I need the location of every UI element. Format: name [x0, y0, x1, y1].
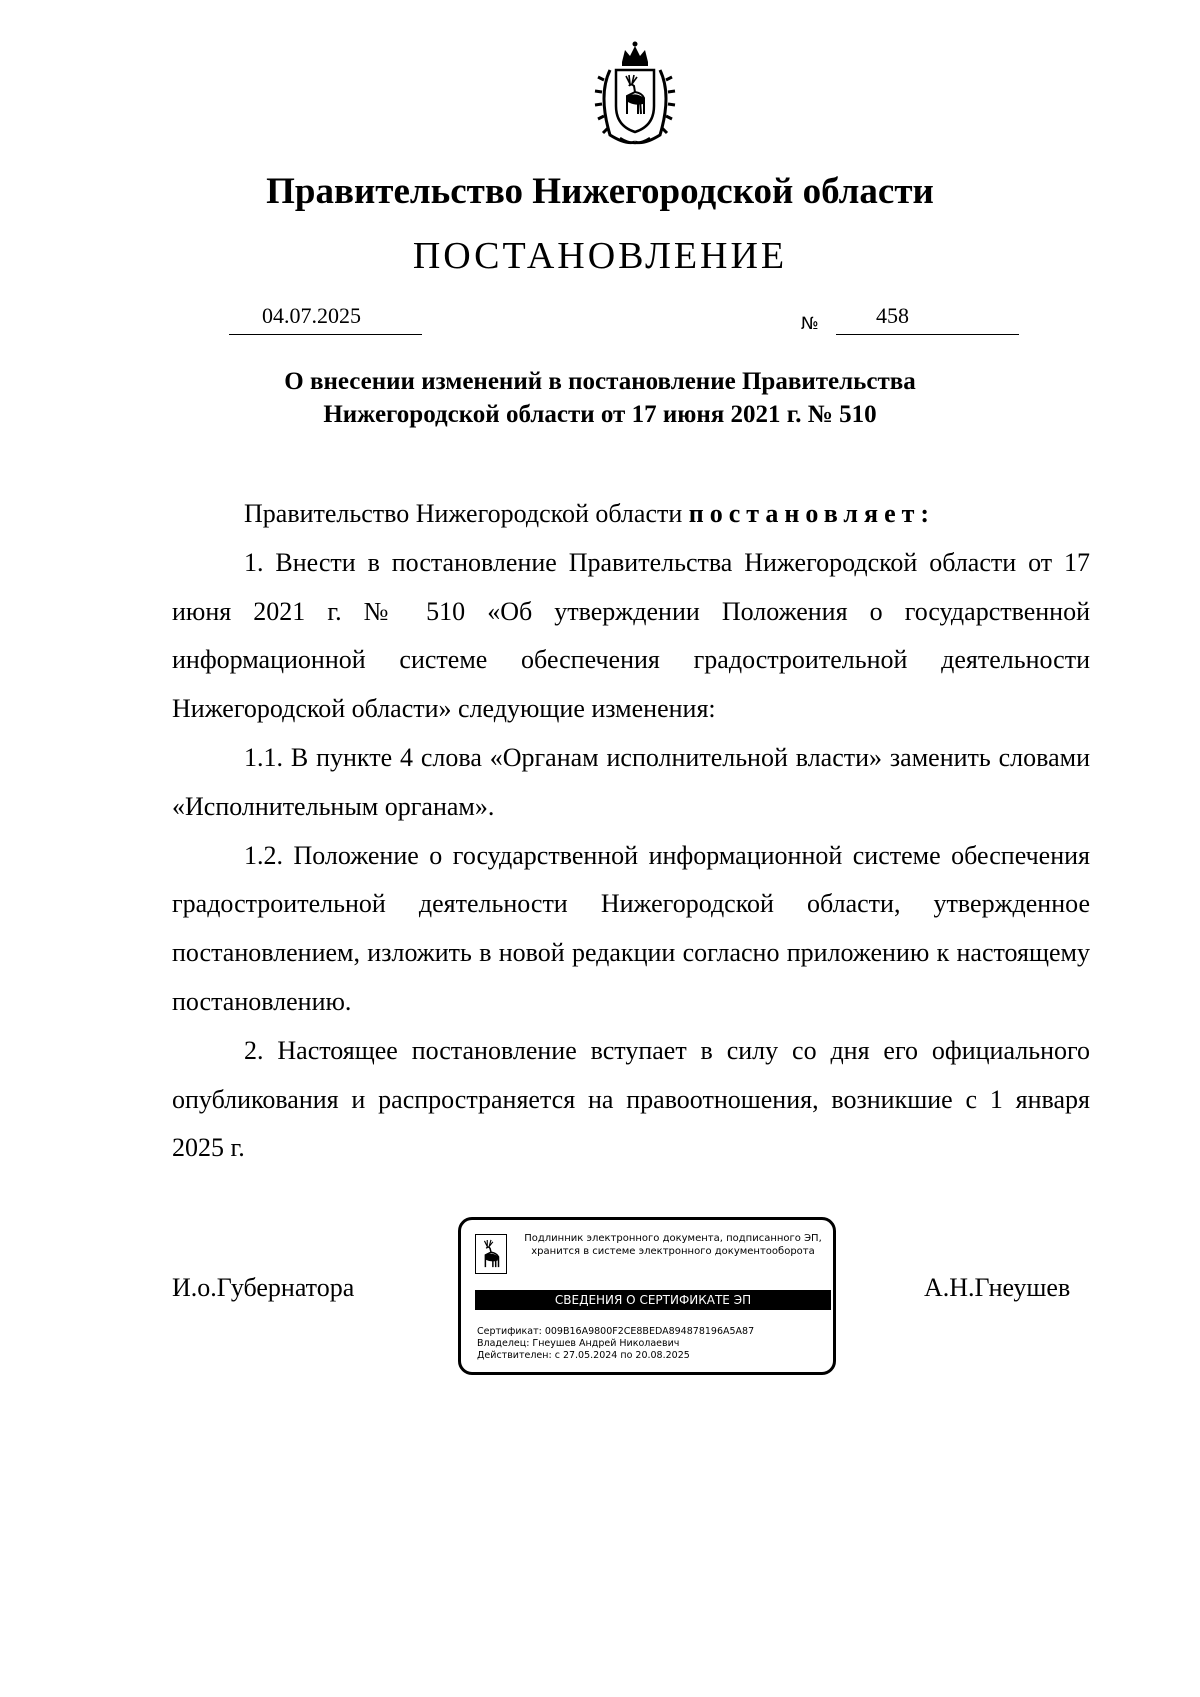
signatory-name: А.Н.Гнеушев — [924, 1273, 1071, 1302]
certificate-number: Сертификат: 009B16A9800F2CE8BEDA894878196A5A87 — [477, 1326, 755, 1337]
stamp-note-line-2: хранится в системе электронного документооборота — [531, 1246, 815, 1257]
document-type: ПОСТАНОВЛЕНИЕ — [412, 235, 788, 277]
paragraph-1: 1. Внести в постановление Правительства Нижегородской области от 17 июня 2021 г. № 510 «Об утверждении Положения о государственной информационной системе обеспечения градостроительной деятельности Нижегородской области» следующие изменения: — [172, 547, 1090, 724]
stamp-note — [515, 1232, 831, 1258]
certificate-validity: Действителен: с 27.05.2024 по 20.08.2025 — [477, 1350, 690, 1361]
resolution-intro — [172, 490, 1090, 539]
certificate-details — [477, 1326, 754, 1362]
number-sign: № — [801, 314, 819, 334]
electronic-signature-stamp — [458, 1217, 836, 1375]
certificate-band: СВЕДЕНИЯ О СЕРТИФИКАТЕ ЭП — [475, 1290, 831, 1310]
subject-line-2: Нижегородской области от 17 июня 2021 г. № 510 — [323, 401, 877, 428]
coat-of-arms-icon — [580, 40, 690, 150]
certificate-owner: Владелец: Гнеушев Андрей Николаевич — [477, 1338, 680, 1349]
number-underline — [836, 306, 1019, 335]
deer-emblem-icon — [475, 1234, 507, 1274]
document-body — [172, 490, 1090, 1173]
organization-title: Правительство Нижегородской области — [266, 171, 934, 212]
subject-line-1: О внесении изменений в постановление Правительства — [284, 368, 916, 395]
intro-text: Правительство Нижегородской области — [244, 499, 689, 528]
signatory-position: И.о.Губернатора — [172, 1273, 355, 1302]
intro-verb: постановляет: — [688, 499, 936, 528]
document-number: 458 — [876, 303, 909, 328]
paragraph-1-2: 1.2. Положение о государственной информационной системе обеспечения градостроительной деятельности Нижегородской области, утвержденное постановлением, изложить в новой редакции согласно приложению к настоящему постановлению. — [172, 840, 1090, 1016]
document-subject — [0, 365, 1200, 431]
paragraph-1-1: 1.1. В пункте 4 слова «Органам исполнительной власти» заменить словами «Исполнительным органам». — [172, 742, 1090, 821]
stamp-note-line-1: Подлинник электронного документа, подписанного ЭП, — [524, 1233, 822, 1244]
paragraph-2: 2. Настоящее постановление вступает в силу со дня его официального опубликования и распространяется на правоотношения, возникшие с 1 января 2025 г. — [172, 1035, 1090, 1163]
document-date: 04.07.2025 — [262, 303, 361, 328]
